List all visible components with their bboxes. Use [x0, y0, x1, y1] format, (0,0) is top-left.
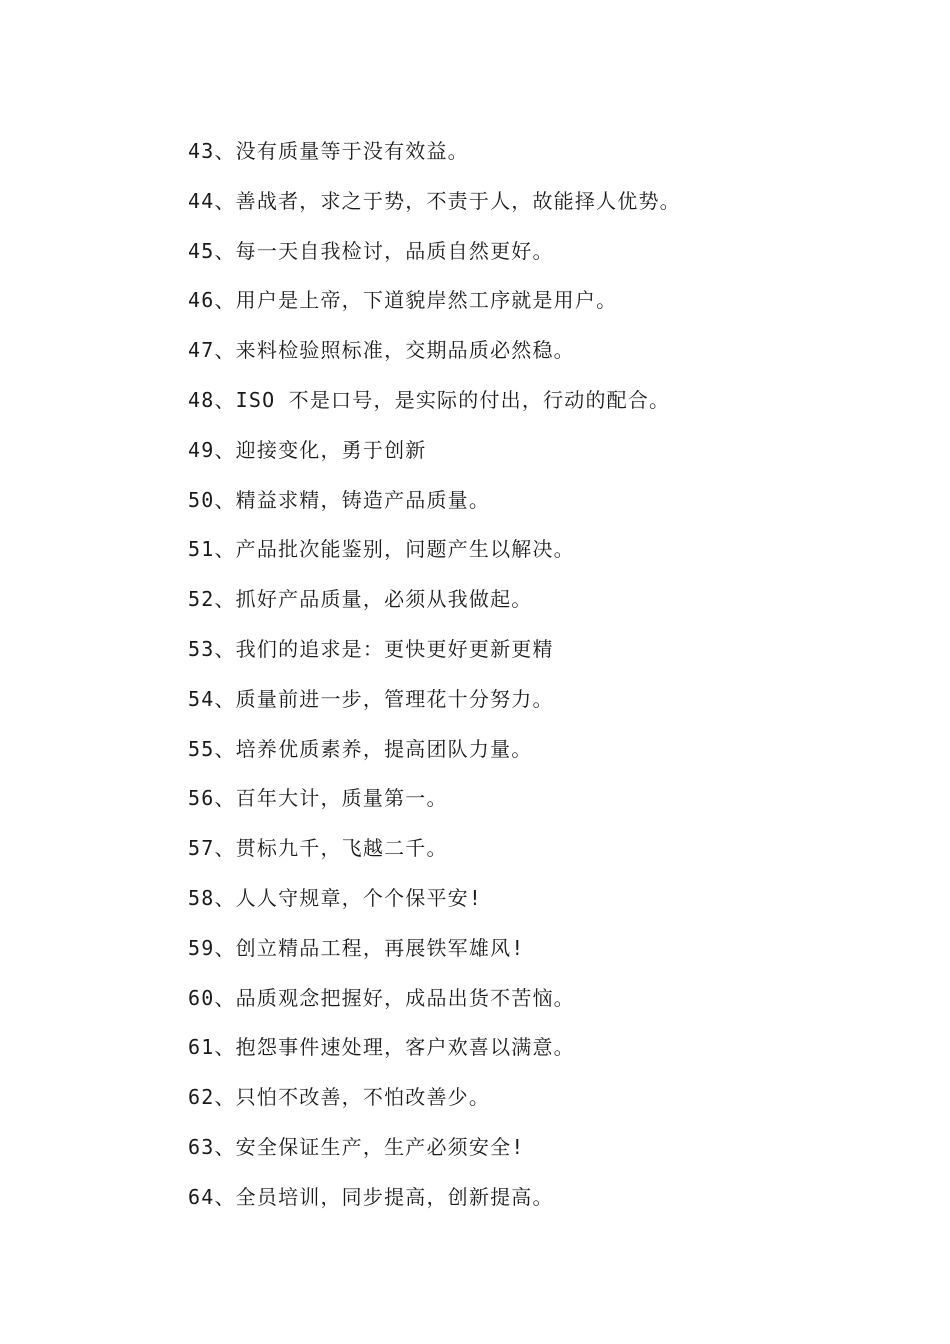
slogan-line: 63、安全保证生产，生产必须安全!: [188, 1134, 525, 1159]
slogan-line: 64、全员培训，同步提高，创新提高。: [188, 1184, 554, 1209]
slogan-line: 52、抓好产品质量，必须从我做起。: [188, 587, 533, 612]
slogan-line: 56、百年大计，质量第一。: [188, 786, 448, 811]
slogan-line: 50、精益求精，铸造产品质量。: [188, 487, 491, 512]
slogan-line: 53、我们的追求是：更快更好更新更精: [188, 636, 554, 661]
slogan-line: 59、创立精品工程，再展铁军雄风!: [188, 935, 525, 960]
slogan-line: 44、善战者，求之于势，不责于人，故能择人优势。: [188, 188, 681, 213]
slogan-line: 60、品质观念把握好，成品出货不苦恼。: [188, 985, 575, 1010]
slogan-line: 51、产品批次能鉴别，问题产生以解决。: [188, 537, 575, 562]
slogan-line: 48、ISO 不是口号，是实际的付出，行动的配合。: [188, 387, 671, 412]
slogan-line: 43、没有质量等于没有效益。: [188, 139, 469, 163]
slogan-line: 54、质量前进一步，管理花十分努力。: [188, 686, 554, 711]
slogan-line: 62、只怕不改善，不怕改善少。: [188, 1085, 491, 1110]
slogan-line: 46、用户是上帝，下道貌岸然工序就是用户。: [188, 288, 618, 313]
slogan-line: 47、来料检验照标准，交期品质必然稳。: [188, 338, 575, 363]
slogan-line: 45、每一天自我检讨，品质自然更好。: [188, 238, 554, 263]
slogan-line: 61、抱怨事件速处理，客户欢喜以满意。: [188, 1035, 575, 1060]
slogan-line: 55、培养优质素养，提高团队力量。: [188, 736, 533, 761]
slogan-list: [188, 136, 908, 1232]
slogan-line: 57、贯标九千，飞越二千。: [188, 836, 448, 861]
slogan-line: 58、人人守规章，个个保平安!: [188, 885, 483, 910]
slogan-line: 49、迎接变化，勇于创新: [188, 437, 427, 462]
